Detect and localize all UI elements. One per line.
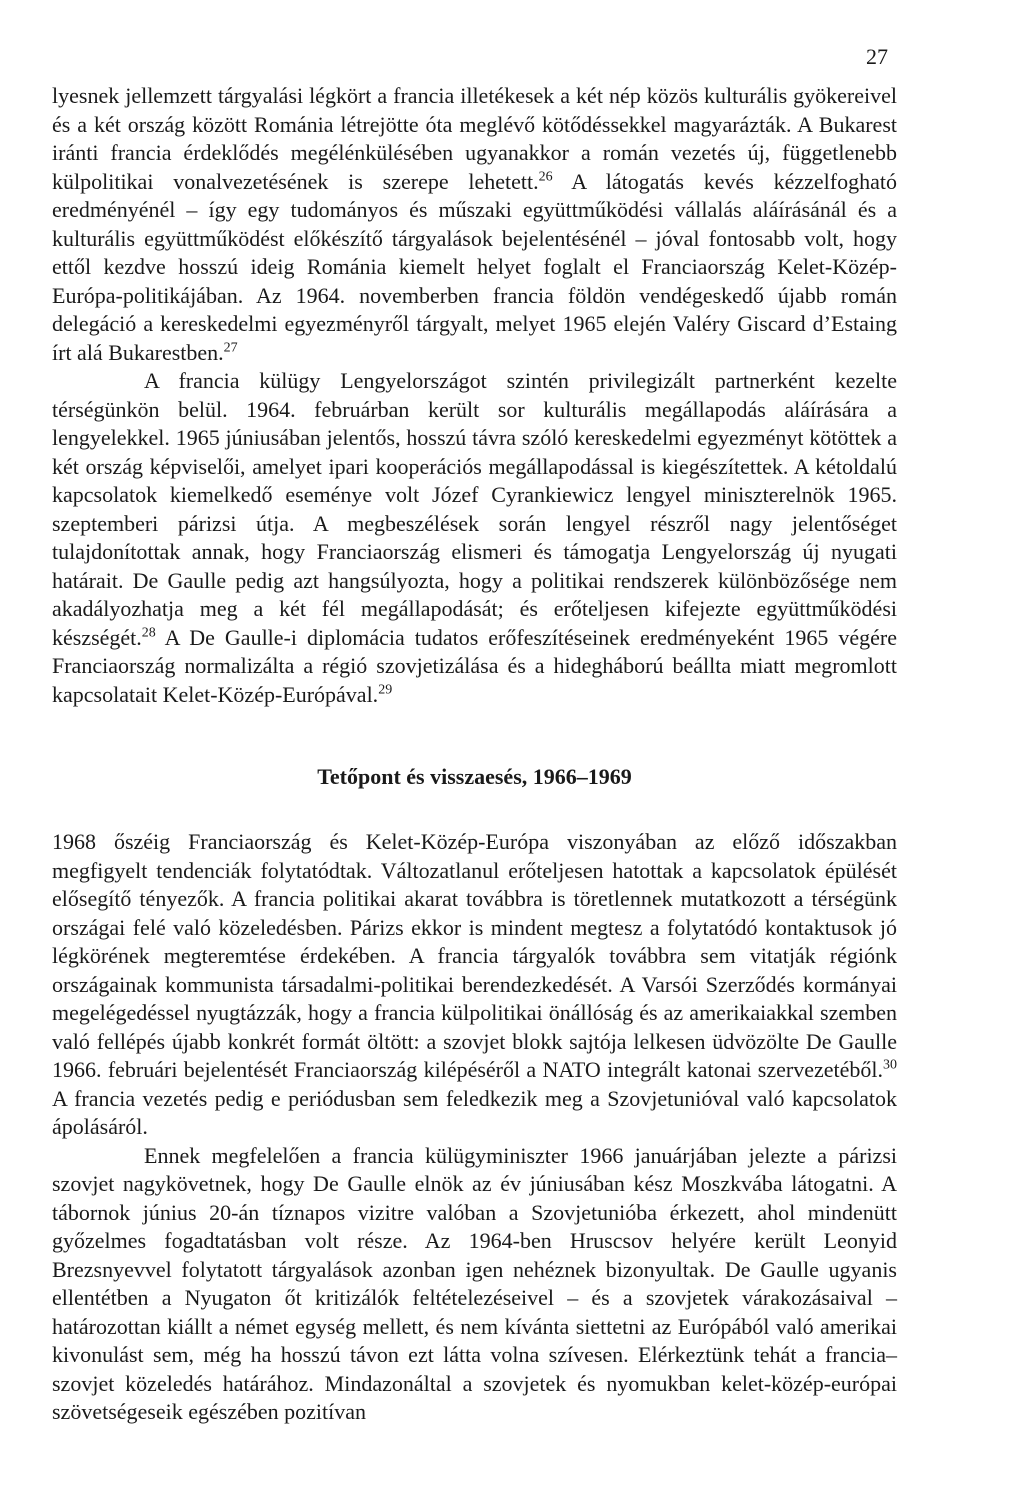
paragraph	[52, 1142, 897, 1427]
paragraph-text: A francia külügy Lengyelországot szintén privilegizált partnerként kezelte térségünkön belül. 1964. februárban került sor kulturális megállapodás aláírására a lengyelekkel. 1965 júniusában jelentős, hosszú távra szóló kereskedelmi egyezményt kötöttek a két ország képviselői, amelyet ipari kooperációs megállapodással is kiegészítettek. A kétoldalú kapcsolatok kiemelkedő eseménye volt Józef Cyrankiewicz lengyel miniszterelnök 1965. szeptemberi párizsi útja. A megbeszélések során lengyel részről nagy jelentőséget tulajdonítottak annak, hogy Franciaország elismeri és támogatja Lengyelország új nyugati határait. De Gaulle pedig azt hangsúlyozta, hogy a politikai rendszerek különbözősége nem akadályozhatja meg a két fél megállapodását; és erőteljesen kifejezte együttműködési készségét.	[52, 368, 897, 650]
footnote-ref: 28	[141, 625, 156, 641]
page-content	[52, 82, 897, 1427]
paragraph	[52, 82, 897, 367]
paragraph-text: A francia vezetés pedig e periódusban sem feledkezik meg a Szovjetunióval való kapcsolatok ápolásáról.	[52, 1085, 897, 1139]
paragraph-text: 1968 őszéig Franciaország és Kelet-Közép-Európa viszonyában az előző időszakban megfigyelt tendenciák folytatódtak. Változatlanul erőteljesen hatottak a kapcsolatok épülését elősegítő tényezők. A francia politikai akarat továbbra is töretlennek mutatkozott a térségünk országai felé való közeledésben. Párizs ekkor is mindent megtesz a folytatódó kontaktusok jó légkörének megteremtése érdekében. A francia tárgyalók továbbra sem vitatják régiónk országainak kommunista társadalmi-politikai berendezkedését. A Varsói Szerződés kormányai megelégedéssel nyugtázzák, hogy a francia külpolitikai önállóság és az amerikaiakkal szemben való fellépés újabb konkrét formát öltött: a szovjet blokk sajtója lelkesen üdvözölte De Gaulle 1966. februári bejelentését Franciaország kilépéséről a NATO integrált katonai szervezetéből.	[52, 829, 897, 1082]
paragraph-text: A látogatás kevés kézzelfogható eredményénél – így egy tudományos és műszaki együttműködési vállalás aláírásánál és a kulturális együttműködést előkészítő tárgyalások bejelentésénél – jóval fontosabb volt, hogy ettől kezdve hosszú ideig Románia kiemelt helyet foglalt el Franciaország Kelet-Közép-Európa-politikájában. Az 1964. novemberben francia földön vendégeskedő újabb román delegáció a kereskedelmi egyezményről tárgyalt, melyet 1965 elején Valéry Giscard d’Estaing írt alá Bukarestben.	[52, 168, 897, 365]
paragraph-text: lyesnek jellemzett tárgyalási légkört a francia illetékesek a két nép közös kulturális gyökereivel és a két ország között Románia létrejötte óta meglévő kötődéssekkel magyarázták. A Bukarest iránti francia érdeklődés megélénkülésében ugyanakkor a román vezetés új, függetlenebb külpolitikai vonalvezetésének is szerepe lehetett.	[52, 83, 897, 194]
footnote-ref: 30	[883, 1057, 897, 1073]
footnote-ref: 27	[223, 340, 238, 356]
paragraph-text: A De Gaulle-i diplomácia tudatos erőfeszítéseinek eredményeként 1965 végére Franciaország normalizálta a régió szovjetizálása és a hidegháború beállta miatt megromlott kapcsolatait Kelet-Közép-Európával.	[52, 624, 897, 707]
page-number: 27	[866, 44, 888, 69]
footnote-ref: 29	[378, 682, 393, 698]
footnote-ref: 26	[538, 169, 553, 185]
section-heading: Tetőpont és visszaesés, 1966–1969	[317, 764, 632, 789]
paragraph	[52, 828, 897, 1142]
paragraph	[52, 367, 897, 709]
paragraph-text: Ennek megfelelően a francia külügyminiszter 1966 januárjában jelezte a párizsi szovjet nagykövetnek, hogy De Gaulle elnök az év júniusában kész Moszkvába látogatni. A tábornok június 20-án tíznapos vizitre valóban a Szovjetunióba érkezett, ahol mindenütt győzelmes fogadtatásban volt része. Az 1964-ben Hruscsov helyére került Leonyid Brezsnyevvel folytatott tárgyalások azonban igen nehéznek bizonyultak. De Gaulle ugyanis ellentétben a Nyugaton őt kritizálók feltételezéseivel – és a szovjetek várakozásaival – határozottan kiállt a német egység mellett, és nem kívánta siettetni az Európából való amerikai kivonulást sem, még ha hosszú távon ezt látta volna szívesen. Elérkeztünk tehát a francia–szovjet közeledés határához. Mindazonáltal a szovjetek és nyomukban kelet-közép-európai szövetségeseik egészében pozitívan	[52, 1142, 897, 1424]
